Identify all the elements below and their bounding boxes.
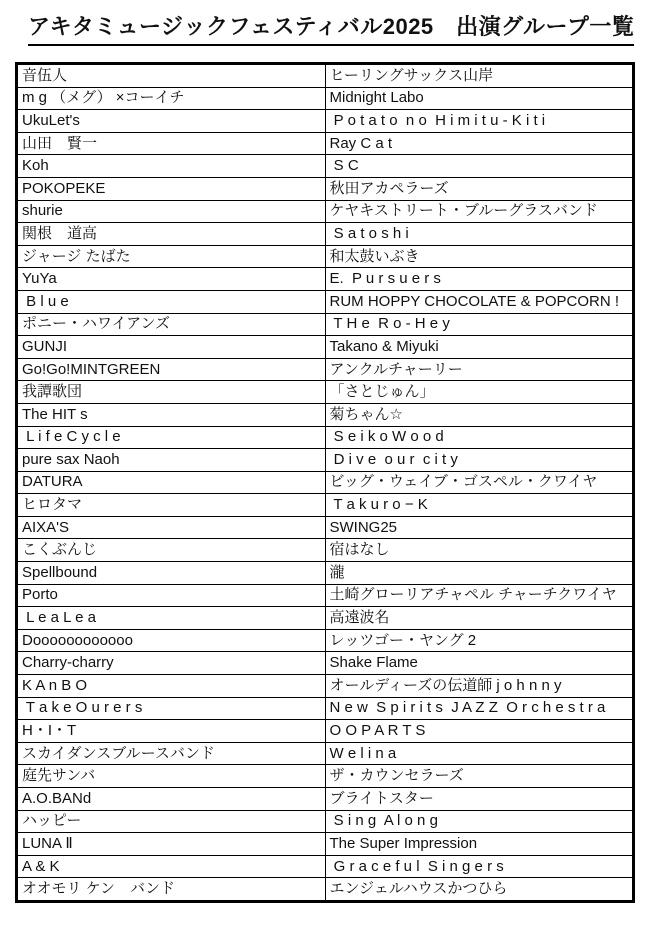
table-row — [17, 223, 634, 246]
table-row — [17, 494, 634, 517]
table-row — [17, 675, 634, 698]
group-name: S C — [329, 157, 359, 175]
group-name: ジャージ たばた — [22, 247, 131, 265]
group-cell-left — [17, 584, 326, 607]
group-cell-right — [325, 742, 634, 765]
table-row — [17, 607, 634, 630]
table-row — [17, 720, 634, 743]
group-cell-right — [325, 336, 634, 359]
group-cell-left — [17, 132, 326, 155]
group-cell-right — [325, 381, 634, 404]
group-name: UkuLet's — [22, 111, 80, 129]
group-name: ブライトスター — [329, 789, 434, 807]
group-name: RUM HOPPY CHOCOLATE & POPCORN ! — [329, 292, 619, 310]
group-cell-right — [325, 607, 634, 630]
group-name: O O P A R T S — [329, 722, 426, 740]
group-cell-right — [325, 449, 634, 472]
group-name: ザ・カウンセラーズ — [329, 767, 464, 785]
group-cell-left — [17, 697, 326, 720]
table-row — [17, 833, 634, 856]
table-row — [17, 132, 634, 155]
group-name: LUNA Ⅱ — [22, 834, 73, 852]
table-row — [17, 878, 634, 902]
group-name: アンクルチャーリー — [329, 360, 463, 378]
table-row — [17, 381, 634, 404]
group-name: K A n B O — [22, 676, 88, 694]
table-row — [17, 403, 634, 426]
group-cell-right — [325, 110, 634, 133]
group-name: ハッピー — [22, 812, 82, 830]
group-name: 菊ちゃん☆ — [329, 405, 403, 423]
group-name: L e a L e a — [22, 609, 96, 627]
group-name: Go!Go!MINTGREEN — [22, 360, 161, 378]
group-name: Porto — [22, 586, 58, 604]
group-cell-right — [325, 584, 634, 607]
group-name: こくぶんじ — [22, 541, 98, 559]
group-cell-right — [325, 177, 634, 200]
group-cell-right — [325, 765, 634, 788]
group-name: S a t o s h i — [329, 224, 409, 242]
group-name: ビッグ・ウェイブ・ゴスペル・クワイヤ — [329, 473, 598, 491]
group-cell-left — [17, 562, 326, 585]
group-cell-right — [325, 426, 634, 449]
group-name: B l u e — [22, 292, 69, 310]
table-row — [17, 313, 634, 336]
group-cell-right — [325, 87, 634, 110]
table-row — [17, 562, 634, 585]
group-name: SWING25 — [329, 518, 398, 536]
group-cell-left — [17, 290, 326, 313]
table-row — [17, 426, 634, 449]
group-name: shurie — [22, 202, 63, 220]
table-row — [17, 584, 634, 607]
group-name: 秋田アカペラーズ — [329, 179, 449, 197]
group-cell-right — [325, 652, 634, 675]
group-name: Midnight Labo — [329, 89, 424, 107]
group-name: 土崎グローリアチャペル チャーチクワイヤ — [329, 586, 617, 604]
group-cell-left — [17, 177, 326, 200]
group-cell-right — [325, 290, 634, 313]
group-name: POKOPEKE — [22, 179, 106, 197]
table-row — [17, 268, 634, 291]
group-cell-right — [325, 155, 634, 178]
group-cell-left — [17, 245, 326, 268]
group-cell-left — [17, 358, 326, 381]
group-name: 山田 賢一 — [22, 134, 98, 152]
table-row — [17, 87, 634, 110]
table-row — [17, 697, 634, 720]
group-name: A & K — [22, 857, 60, 875]
group-cell-left — [17, 313, 326, 336]
table-row — [17, 358, 634, 381]
group-cell-left — [17, 742, 326, 765]
group-name: The Super Impression — [329, 834, 478, 852]
group-cell-left — [17, 878, 326, 902]
group-cell-left — [17, 403, 326, 426]
table-row — [17, 155, 634, 178]
group-cell-right — [325, 788, 634, 811]
group-name: A.O.BANd — [22, 789, 92, 807]
group-cell-left — [17, 607, 326, 630]
group-name: GUNJI — [22, 337, 67, 355]
table-row — [17, 652, 634, 675]
group-cell-right — [325, 629, 634, 652]
group-name: The HIT s — [22, 405, 88, 423]
group-cell-right — [325, 720, 634, 743]
group-name: 和太鼓いぶき — [329, 247, 420, 265]
group-name: 音伍人 — [22, 66, 68, 84]
group-name: スカイダンスブルースバンド — [22, 744, 215, 762]
table-row — [17, 177, 634, 200]
group-name: ケヤキストリート・ブルーグラスバンド — [329, 202, 598, 220]
group-cell-right — [325, 268, 634, 291]
table-row — [17, 539, 634, 562]
group-cell-right — [325, 878, 634, 902]
group-name: DATURA — [22, 473, 83, 491]
group-name: 瀧 — [329, 563, 345, 581]
group-name: 高遠波名 — [329, 609, 390, 627]
group-cell-right — [325, 675, 634, 698]
group-name: m g （メグ） ×コーイチ — [22, 89, 185, 107]
group-name: L i f e C y c l e — [22, 428, 121, 446]
group-cell-right — [325, 313, 634, 336]
table-row — [17, 855, 634, 878]
performer-groups-table — [15, 62, 635, 903]
group-name: pure sax Naoh — [22, 450, 120, 468]
group-name: W e l i n a — [329, 744, 397, 762]
group-cell-left — [17, 426, 326, 449]
group-cell-right — [325, 539, 634, 562]
group-cell-left — [17, 833, 326, 856]
table-row — [17, 788, 634, 811]
group-name: ポニー・ハワイアンズ — [22, 315, 171, 333]
table-row — [17, 471, 634, 494]
group-cell-right — [325, 516, 634, 539]
group-cell-right — [325, 200, 634, 223]
group-name: Doooooooooooo — [22, 631, 133, 649]
group-cell-right — [325, 358, 634, 381]
group-cell-left — [17, 765, 326, 788]
group-name: H・I・T — [22, 722, 77, 740]
group-cell-left — [17, 336, 326, 359]
group-cell-left — [17, 788, 326, 811]
group-cell-right — [325, 855, 634, 878]
table-row — [17, 290, 634, 313]
group-cell-right — [325, 403, 634, 426]
group-cell-left — [17, 675, 326, 698]
group-cell-left — [17, 223, 326, 246]
table-row — [17, 516, 634, 539]
group-cell-left — [17, 87, 326, 110]
table-row — [17, 110, 634, 133]
group-name: S e i k o W o o d — [329, 428, 444, 446]
group-name: オールディーズの伝道師 j o h n n y — [329, 676, 562, 694]
group-name: Ray C a t — [329, 134, 393, 152]
table-row — [17, 629, 634, 652]
group-name: T a k u r o − K — [329, 496, 428, 514]
table-row — [17, 742, 634, 765]
group-cell-right — [325, 833, 634, 856]
table-row — [17, 200, 634, 223]
group-cell-right — [325, 64, 634, 88]
group-name: Takano & Miyuki — [329, 337, 439, 355]
group-cell-left — [17, 494, 326, 517]
table-row — [17, 810, 634, 833]
group-cell-left — [17, 855, 326, 878]
group-cell-left — [17, 539, 326, 562]
group-name: レッツゴー・ヤング 2 — [329, 631, 477, 649]
group-name: P o t a t o n o H i m i t u - K i t i — [329, 111, 546, 129]
group-name: 我譚歌団 — [22, 383, 83, 401]
group-name: D i v e o u r c i t y — [329, 450, 458, 468]
group-name: エンジェルハウスかつひら — [329, 880, 508, 898]
group-cell-left — [17, 652, 326, 675]
group-name: ヒーリングサックス山岸 — [329, 66, 494, 84]
table-row — [17, 245, 634, 268]
group-cell-left — [17, 110, 326, 133]
group-cell-left — [17, 381, 326, 404]
group-name: N e w S p i r i t s J A Z Z O r c h e s t r a — [329, 699, 606, 717]
group-name: 宿はなし — [329, 541, 390, 559]
group-name: T H e R o - H e y — [329, 315, 450, 333]
group-cell-right — [325, 223, 634, 246]
group-cell-left — [17, 629, 326, 652]
group-name: 関根 道高 — [22, 224, 98, 242]
table-row — [17, 449, 634, 472]
group-cell-left — [17, 810, 326, 833]
group-name: AIXA'S — [22, 518, 70, 536]
group-cell-right — [325, 132, 634, 155]
group-name: Koh — [22, 157, 49, 175]
table-row — [17, 64, 634, 88]
group-name: Charry-charry — [22, 654, 114, 672]
group-name: E. P u r s u e r s — [329, 270, 441, 288]
group-cell-right — [325, 494, 634, 517]
group-name: G r a c e f u l S i n g e r s — [329, 857, 504, 875]
groups-table-body — [17, 64, 634, 902]
group-name: 庭先サンバ — [22, 767, 96, 785]
group-name: オオモリ ケン バンド — [22, 880, 175, 898]
group-cell-left — [17, 516, 326, 539]
group-name: Shake Flame — [329, 654, 418, 672]
group-name: T a k e O u r e r s — [22, 699, 143, 717]
group-cell-right — [325, 245, 634, 268]
group-cell-left — [17, 720, 326, 743]
table-row — [17, 336, 634, 359]
group-cell-left — [17, 200, 326, 223]
group-name: 「さとじゅん」 — [329, 383, 435, 401]
group-cell-left — [17, 471, 326, 494]
group-cell-left — [17, 155, 326, 178]
group-cell-right — [325, 697, 634, 720]
group-cell-right — [325, 810, 634, 833]
group-name: ヒロタマ — [22, 496, 83, 514]
group-name: YuYa — [22, 270, 57, 288]
group-cell-left — [17, 64, 326, 88]
group-name: Spellbound — [22, 563, 98, 581]
group-cell-left — [17, 268, 326, 291]
page-title: アキタミュージックフェスティバル2025 出演グループ一覧 — [28, 10, 634, 46]
group-cell-right — [325, 562, 634, 585]
group-cell-right — [325, 471, 634, 494]
group-cell-left — [17, 449, 326, 472]
group-name: S i n g A l o n g — [329, 812, 438, 830]
table-row — [17, 765, 634, 788]
